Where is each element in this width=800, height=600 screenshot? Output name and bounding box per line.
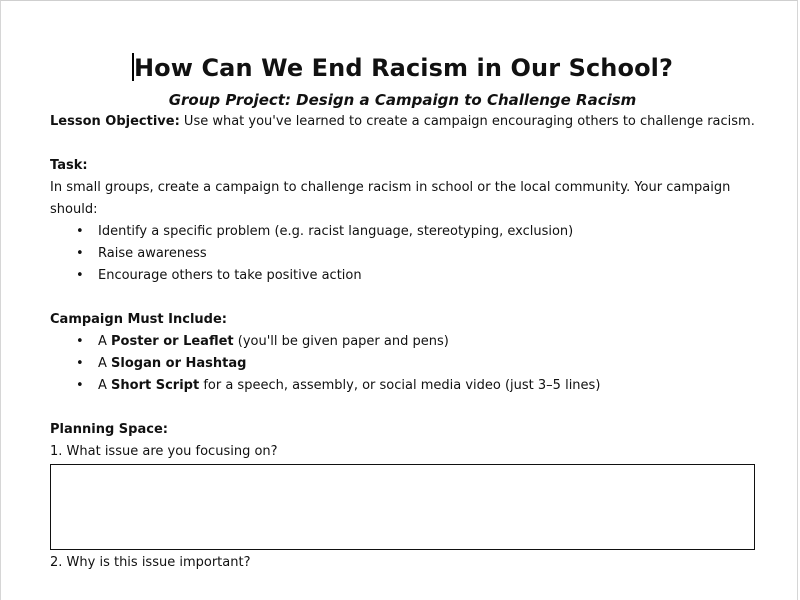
task-heading: Task: [50, 158, 88, 173]
list-item [50, 375, 755, 397]
item-bold: Slogan or Hashtag [111, 356, 247, 371]
list-item [50, 265, 755, 287]
item-bold: Short Script [111, 378, 200, 393]
objective-label: Lesson Objective: [50, 114, 180, 129]
title-text: How Can We End Racism in Our School? [133, 54, 674, 82]
objective-text: Use what you've learned to create a campaign encouraging others to challenge racism. [179, 114, 755, 129]
page-title [50, 51, 755, 85]
spacer [50, 287, 755, 309]
list-item-text: Encourage others to take positive action [98, 268, 362, 283]
list-item [50, 331, 755, 353]
bullet-icon: • [76, 268, 84, 283]
bullet-icon: • [76, 334, 84, 349]
list-item-text: Identify a specific problem (e.g. racist language, stereotyping, exclusion) [98, 224, 574, 239]
task-intro: In small groups, create a campaign to challenge racism in school or the local community. Your campaign should: [50, 180, 731, 217]
list-item [50, 353, 755, 375]
document-content [50, 51, 755, 574]
spacer [50, 133, 755, 155]
list-item-text: Raise awareness [98, 246, 207, 261]
page-subtitle: Group Project: Design a Campaign to Challenge Racism [168, 91, 637, 109]
item-bold: Poster or Leaflet [111, 334, 234, 349]
item-prefix: A [98, 334, 112, 349]
bullet-icon: • [76, 224, 84, 239]
item-rest: for a speech, assembly, or social media video (just 3–5 lines) [199, 378, 601, 393]
item-prefix: A [98, 356, 112, 371]
planning-heading: Planning Space: [50, 422, 168, 437]
campaign-heading: Campaign Must Include: [50, 312, 227, 327]
item-rest: (you'll be given paper and pens) [233, 334, 449, 349]
bullet-icon: • [76, 356, 84, 371]
spacer [50, 397, 755, 419]
answer-box-1[interactable] [50, 464, 755, 550]
item-prefix: A [98, 378, 112, 393]
planning-question-1: 1. What issue are you focusing on? [50, 444, 278, 459]
list-item [50, 221, 755, 243]
campaign-bullet-list [50, 331, 755, 397]
planning-question-2: 2. Why is this issue important? [50, 555, 251, 570]
list-item [50, 243, 755, 265]
task-bullet-list [50, 221, 755, 287]
lesson-objective [50, 111, 755, 133]
bullet-icon: • [76, 378, 84, 393]
bullet-icon: • [76, 246, 84, 261]
